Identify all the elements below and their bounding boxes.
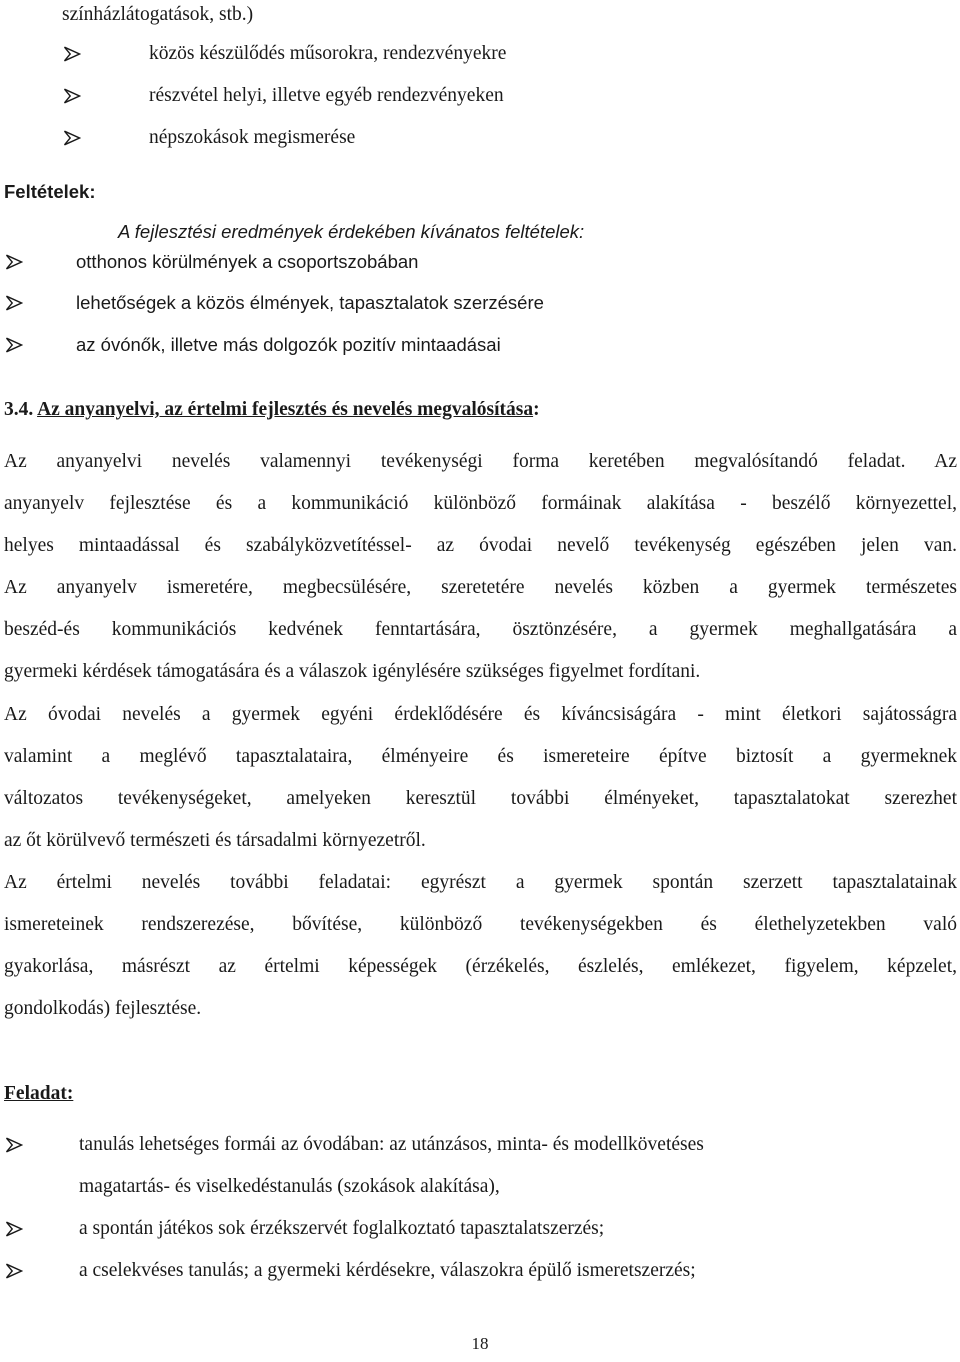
paragraph-line: anyanyelv fejlesztése és a kommunikáció különböző formáinak alakítása - beszélő környezettel,: [4, 493, 957, 514]
list-item: közös készülődés műsorokra, rendezvényekre: [149, 43, 507, 64]
section-heading: [4, 398, 540, 422]
task-item-continuation: magatartás- és viselkedéstanulás (szokások alakítása),: [79, 1176, 500, 1197]
paragraph-line: gyakorlása, másrészt az értelmi képességek (érzékelés, észlelés, emlékezet, figyelem, képzelet,: [4, 956, 957, 977]
list-item: népszokások megismerése: [149, 127, 356, 148]
paragraph-line: Az óvodai nevelés a gyermek egyéni érdeklődésére és kíváncsiságára - mint életkori sajátosságra: [4, 704, 957, 725]
paragraph-line: Az anyanyelv ismeretére, megbecsülésére, szeretetére nevelés közben a gyermek természetes: [4, 577, 957, 598]
arrowhead-bullet-icon: [5, 295, 23, 311]
section-title: Az anyanyelvi, az értelmi fejlesztés és nevelés megvalósítása: [37, 399, 534, 420]
arrowhead-bullet-icon: [5, 1137, 23, 1153]
list-item: részvétel helyi, illetve egyéb rendezvényeken: [149, 85, 504, 106]
task-heading: Feladat:: [4, 1083, 74, 1104]
section-number: 3.4.: [4, 399, 34, 420]
task-item: a cselekvéses tanulás; a gyermeki kérdésekre, válaszokra épülő ismeretszerzés;: [79, 1260, 696, 1281]
arrowhead-bullet-icon: [5, 1221, 23, 1237]
page-number: 18: [471, 1334, 489, 1353]
paragraph-line: beszéd-és kommunikációs kedvének fenntartására, ösztönzésére, a gyermek meghallgatására a: [4, 619, 957, 640]
task-item: a spontán játékos sok érzékszervét foglalkoztató tapasztalatszerzés;: [79, 1218, 605, 1239]
paragraph-line: változatos tevékenységeket, amelyeken keresztül további élményeket, tapasztalatokat szerezhet: [4, 788, 957, 809]
task-item: tanulás lehetséges formái az óvodában: az utánzásos, minta- és modellkövetéses: [79, 1134, 704, 1155]
condition-item: otthonos körülmények a csoportszobában: [76, 251, 419, 272]
section-colon: :: [533, 399, 540, 420]
paragraph-line: gondolkodás) fejlesztése.: [4, 998, 202, 1019]
paragraph-line: ismereteinek rendszerezése, bővítése, különböző tevékenységekben és élethelyzetekben való: [4, 914, 957, 935]
arrowhead-bullet-icon: [5, 337, 23, 353]
conditions-intro: A fejlesztési eredmények érdekében kívánatos feltételek:: [118, 221, 585, 242]
arrowhead-bullet-icon: [5, 254, 23, 270]
arrowhead-bullet-icon: [63, 46, 81, 62]
paragraph-line: az őt körülvevő természeti és társadalmi környezetről.: [4, 830, 426, 851]
arrowhead-bullet-icon: [63, 88, 81, 104]
continuation-line: színházlátogatások, stb.): [62, 4, 254, 25]
paragraph-line: Az értelmi nevelés további feladatai: egyrészt a gyermek spontán szerzett tapasztalatainak: [4, 872, 957, 893]
arrowhead-bullet-icon: [5, 1263, 23, 1279]
condition-item: az óvónők, illetve más dolgozók pozitív mintaadásai: [76, 334, 501, 355]
paragraph-line: valamint a meglévő tapasztalataira, élményeire és ismereteire építve biztosít a gyermeknek: [4, 746, 957, 767]
conditions-heading: Feltételek:: [4, 181, 96, 202]
condition-item: lehetőségek a közös élmények, tapasztalatok szerzésére: [76, 292, 544, 313]
paragraph-line: Az anyanyelvi nevelés valamennyi tevékenységi forma keretében megvalósítandó feladat. Az: [4, 451, 957, 472]
paragraph-line: gyermeki kérdések támogatására és a válaszok igénylésére szükséges figyelmet fordítani.: [4, 661, 701, 682]
arrowhead-bullet-icon: [63, 130, 81, 146]
paragraph-line: helyes mintaadással és szabályközvetítéssel- az óvodai nevelő tevékenység egészében jelen van.: [4, 535, 957, 556]
